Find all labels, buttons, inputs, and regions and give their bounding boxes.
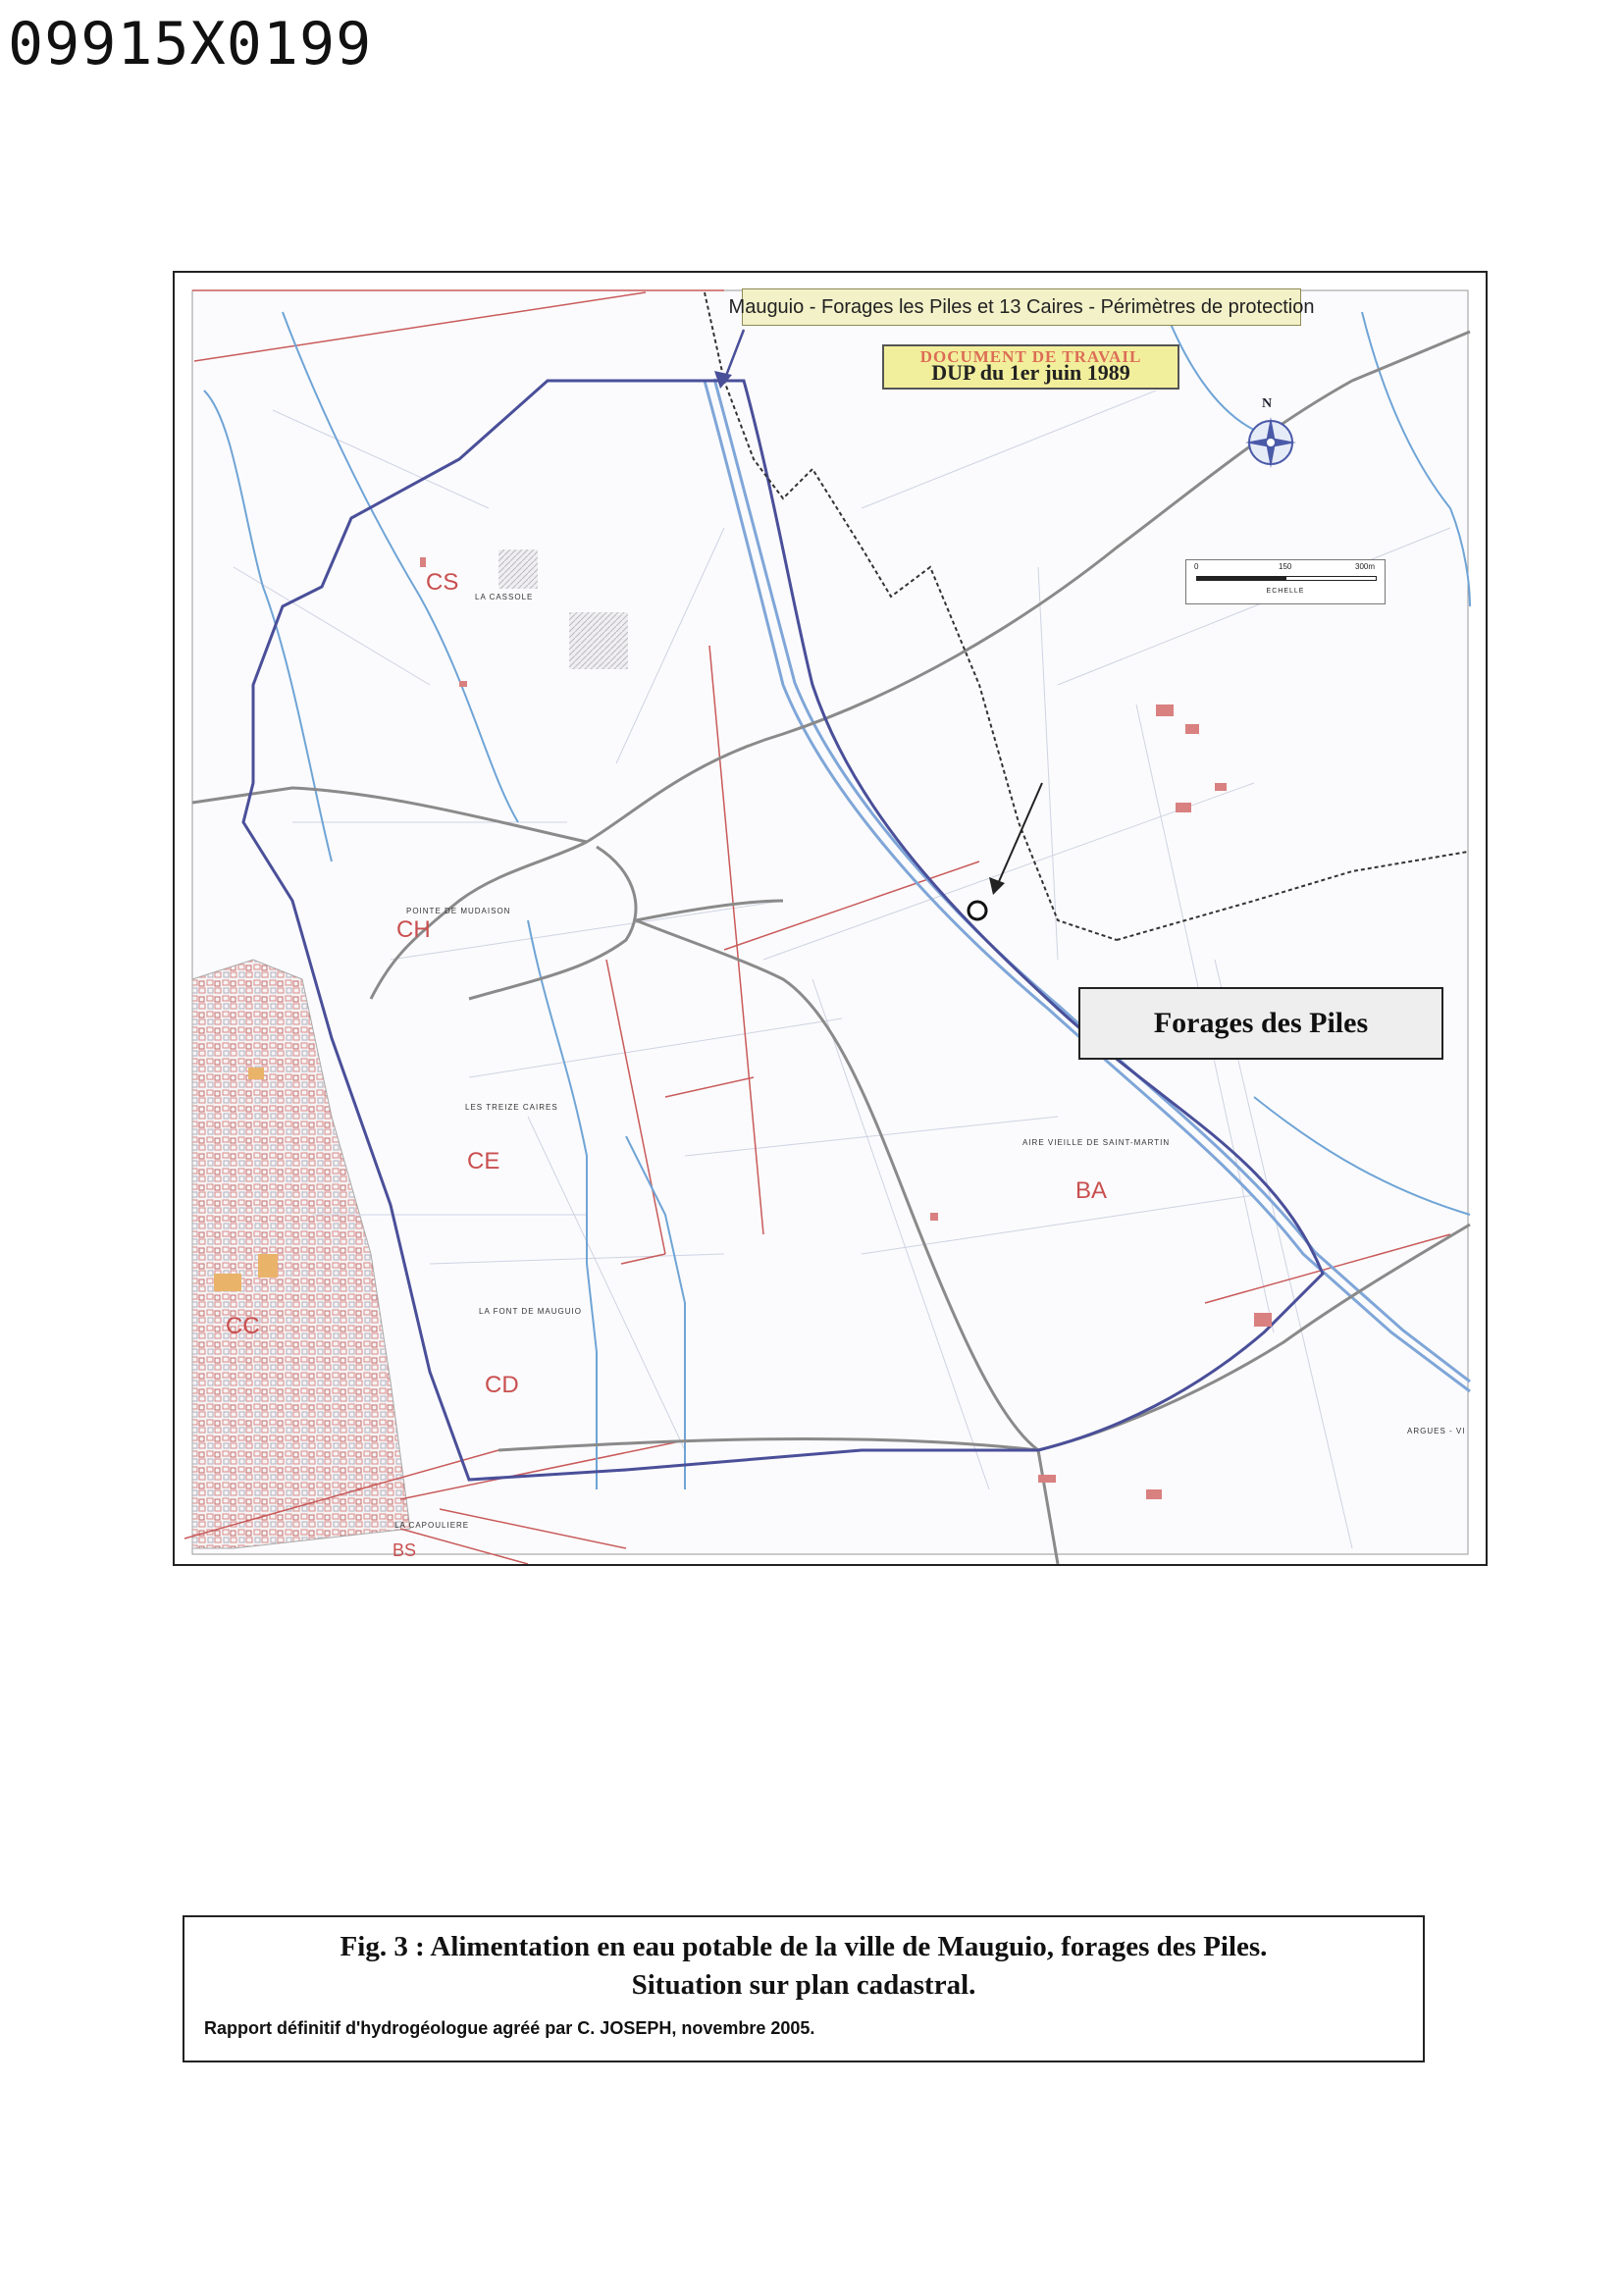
place-name: ARGUES - VI — [1407, 1427, 1466, 1435]
place-name: POINTE DE MUDAISON — [406, 907, 511, 915]
caption-subtitle: Situation sur plan cadastral. — [631, 1969, 976, 2001]
urban-orange-block — [248, 1068, 264, 1079]
document-id: 09915X0199 — [8, 10, 373, 78]
section-label: BA — [1075, 1177, 1108, 1204]
map-canvas — [175, 273, 1486, 1564]
urban-orange-block — [214, 1274, 241, 1291]
place-name: LA CAPOULIERE — [394, 1521, 470, 1530]
draft-stamp: DOCUMENT DE TRAVAIL — [919, 347, 1142, 366]
hatched-parcel — [569, 612, 628, 669]
scale-bar — [1185, 559, 1386, 604]
hatched-parcel — [498, 549, 538, 589]
borehole-marker[interactable] — [969, 902, 986, 919]
forages-callout: Forages des Piles — [1078, 987, 1443, 1060]
dup-date: DUP du 1er juin 1989 — [931, 360, 1130, 385]
urban-orange-block — [258, 1254, 278, 1278]
scale-start: 0 — [1194, 562, 1199, 571]
scale-mid: 150 — [1279, 562, 1292, 571]
scale-ruler — [1196, 576, 1377, 581]
dup-label — [882, 344, 1179, 390]
caption-title: Fig. 3 : Alimentation en eau potable de la ville de Mauguio, forages des Piles. — [340, 1931, 1268, 1962]
section-label: CS — [426, 569, 459, 596]
section-label: CD — [485, 1372, 519, 1398]
section-label: BS — [393, 1540, 417, 1560]
place-name: LA CASSOLE — [475, 593, 534, 601]
scale-end: 300m — [1355, 562, 1376, 571]
cadastral-map — [173, 271, 1488, 1566]
section-label: CE — [467, 1148, 500, 1174]
place-name: LES TREIZE CAIRES — [465, 1103, 558, 1112]
map-title: Mauguio - Forages les Piles et 13 Caires - Périmètres de protection — [742, 288, 1301, 326]
place-name: AIRE VIEILLE DE SAINT-MARTIN — [1022, 1138, 1171, 1147]
section-label: CC — [226, 1313, 260, 1339]
place-name: LA FONT DE MAUGUIO — [479, 1307, 582, 1316]
section-label: CH — [396, 916, 431, 943]
figure-caption — [183, 1915, 1425, 2062]
scale-label: ECHELLE — [1266, 588, 1305, 595]
caption-credit: Rapport définitif d'hydrogéologue agréé par C. JOSEPH, novembre 2005. — [204, 2018, 815, 2038]
north-label: N — [1262, 396, 1273, 411]
